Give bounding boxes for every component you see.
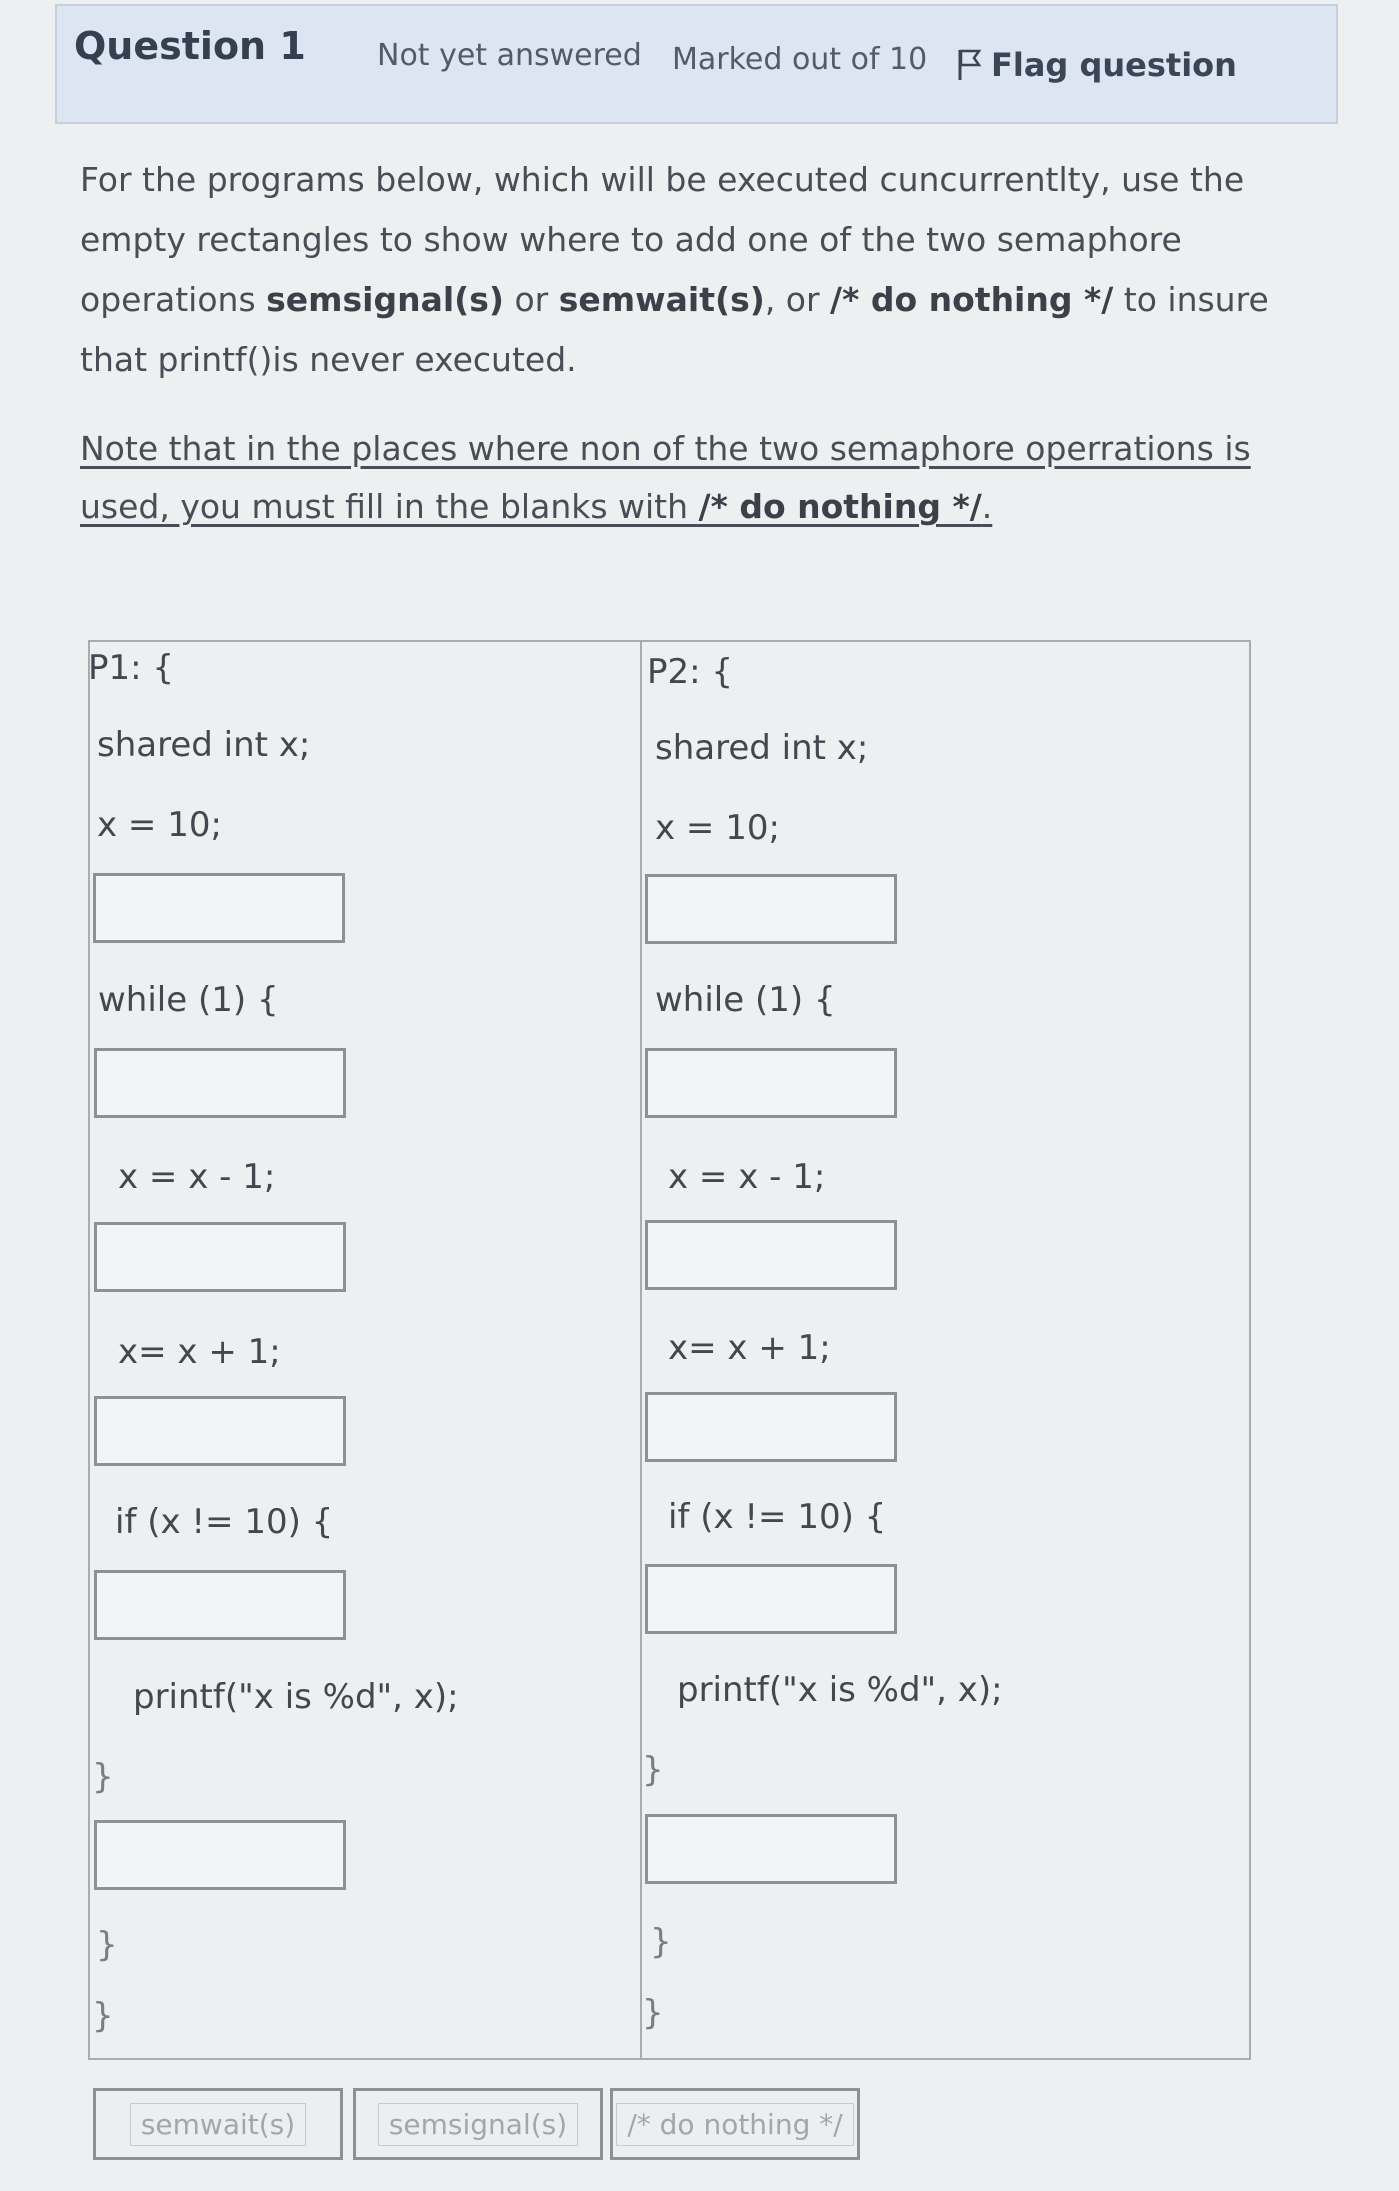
question-number: Question 1: [74, 24, 306, 68]
question-prompt: [80, 150, 1330, 390]
p2-header: P2: {: [647, 652, 734, 692]
p2-dec: x = x - 1;: [668, 1157, 826, 1197]
choice-semwait[interactable]: [93, 2088, 343, 2160]
question-marks: Marked out of 10: [672, 42, 928, 77]
p1-print: printf("x is %d", x);: [133, 1677, 459, 1717]
question-note: [80, 420, 1330, 536]
prompt-semwait: semwait(s): [558, 280, 765, 319]
p1-close-if: }: [92, 1757, 114, 1797]
p1-drop-zone-6[interactable]: [94, 1820, 346, 1890]
p1-cond: if (x != 10) {: [115, 1502, 334, 1542]
p2-drop-zone-3[interactable]: [645, 1220, 897, 1290]
prompt-text-1: For the programs below, which will be executed cuncurrentlty, use the empty rectangles to show where to add one of the two semaphore operations: [80, 160, 1245, 319]
note-do-nothing: /* do nothing */: [698, 487, 982, 526]
note-end: .: [981, 487, 993, 526]
p2-drop-zone-6[interactable]: [645, 1814, 897, 1884]
p2-cond: if (x != 10) {: [668, 1497, 887, 1537]
p2-loop: while (1) {: [655, 980, 836, 1020]
p1-drop-zone-4[interactable]: [94, 1396, 346, 1466]
p1-dec: x = x - 1;: [118, 1157, 276, 1197]
p1-drop-zone-5[interactable]: [94, 1570, 346, 1640]
p2-close-proc: }: [642, 1993, 664, 2033]
note-text: Note that in the places where non of the two semaphore operrations is used, you must fill in the blanks with: [80, 429, 1251, 526]
column-divider: [640, 640, 642, 2060]
flag-question-label: Flag question: [991, 46, 1237, 84]
p2-decl: shared int x;: [655, 728, 869, 768]
p1-close-proc: }: [92, 1996, 114, 2036]
question-info-bar: [55, 4, 1338, 124]
prompt-semsignal: semsignal(s): [266, 280, 504, 319]
p2-close-if: }: [642, 1750, 664, 1790]
flag-icon: [957, 48, 983, 82]
p1-drop-zone-1[interactable]: [93, 873, 345, 943]
p2-init: x = 10;: [655, 808, 780, 848]
prompt-text-2: to insure that printf()is never executed.: [80, 280, 1269, 379]
choice-semsignal-label: semsignal(s): [378, 2103, 578, 2146]
p1-header: P1: {: [88, 648, 175, 688]
flag-question-button[interactable]: [957, 46, 1237, 84]
p1-init: x = 10;: [97, 805, 222, 845]
p2-drop-zone-5[interactable]: [645, 1564, 897, 1634]
choice-do-nothing[interactable]: [610, 2088, 860, 2160]
choice-semsignal[interactable]: [353, 2088, 603, 2160]
p1-loop: while (1) {: [98, 980, 279, 1020]
p2-print: printf("x is %d", x);: [677, 1670, 1003, 1710]
prompt-or-2: , or: [764, 280, 831, 319]
p2-close-while: }: [650, 1922, 672, 1962]
p1-close-while: }: [96, 1925, 118, 1965]
p1-inc: x= x + 1;: [118, 1332, 281, 1372]
p2-drop-zone-1[interactable]: [645, 874, 897, 944]
p2-inc: x= x + 1;: [668, 1328, 831, 1368]
p2-drop-zone-4[interactable]: [645, 1392, 897, 1462]
prompt-do-nothing: /* do nothing */: [830, 280, 1114, 319]
p1-decl: shared int x;: [97, 725, 311, 765]
question-state: Not yet answered: [377, 38, 642, 73]
choice-do-nothing-label: /* do nothing */: [616, 2103, 853, 2146]
p1-drop-zone-2[interactable]: [94, 1048, 346, 1118]
p1-drop-zone-3[interactable]: [94, 1222, 346, 1292]
p2-drop-zone-2[interactable]: [645, 1048, 897, 1118]
choice-semwait-label: semwait(s): [130, 2103, 306, 2146]
prompt-or-1: or: [504, 280, 559, 319]
